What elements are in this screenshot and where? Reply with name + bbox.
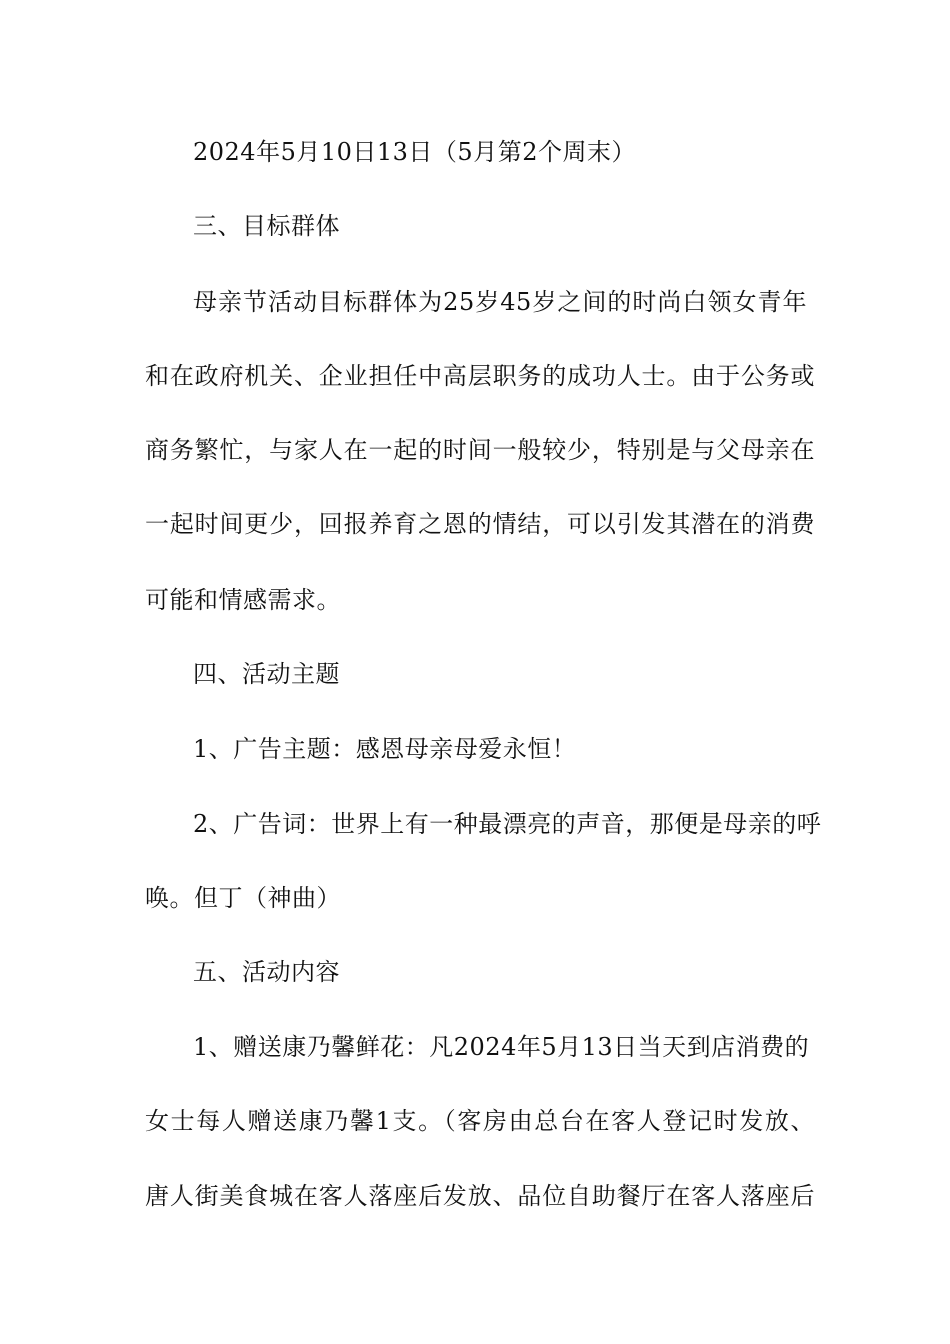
paragraph-line: 一起时间更少，回报养育之恩的情结，可以引发其潜在的消费 [145,510,815,538]
section-heading-target-group: 三、目标群体 [193,212,340,240]
date-line: 2024年5月10日13日（5月第2个周末） [193,138,636,166]
section-heading-content: 五、活动内容 [193,958,340,986]
paragraph-line: 可能和情感需求。 [145,586,341,614]
paragraph-line: 和在政府机关、企业担任中高层职务的成功人士。由于公务或 [145,362,815,390]
ad-slogan-line: 2、广告词：世界上有一种最漂亮的声音，那便是母亲的呼 [193,810,822,838]
content-item-line: 1、赠送康乃馨鲜花：凡2024年5月13日当天到店消费的 [193,1033,810,1061]
paragraph-line: 母亲节活动目标群体为25岁45岁之间的时尚白领女青年 [193,288,807,316]
paragraph-line: 女士每人赠送康乃馨1支。（客房由总台在客人登记时发放、 [145,1107,815,1135]
section-heading-theme: 四、活动主题 [193,660,340,688]
paragraph-line: 唤。但丁（神曲） [145,884,341,912]
paragraph-line: 唐人街美食城在客人落座后发放、品位自助餐厅在客人落座后 [145,1182,815,1210]
paragraph-line: 商务繁忙，与家人在一起的时间一般较少，特别是与父母亲在 [145,436,815,464]
ad-theme-line: 1、广告主题：感恩母亲母爱永恒！ [193,735,577,763]
